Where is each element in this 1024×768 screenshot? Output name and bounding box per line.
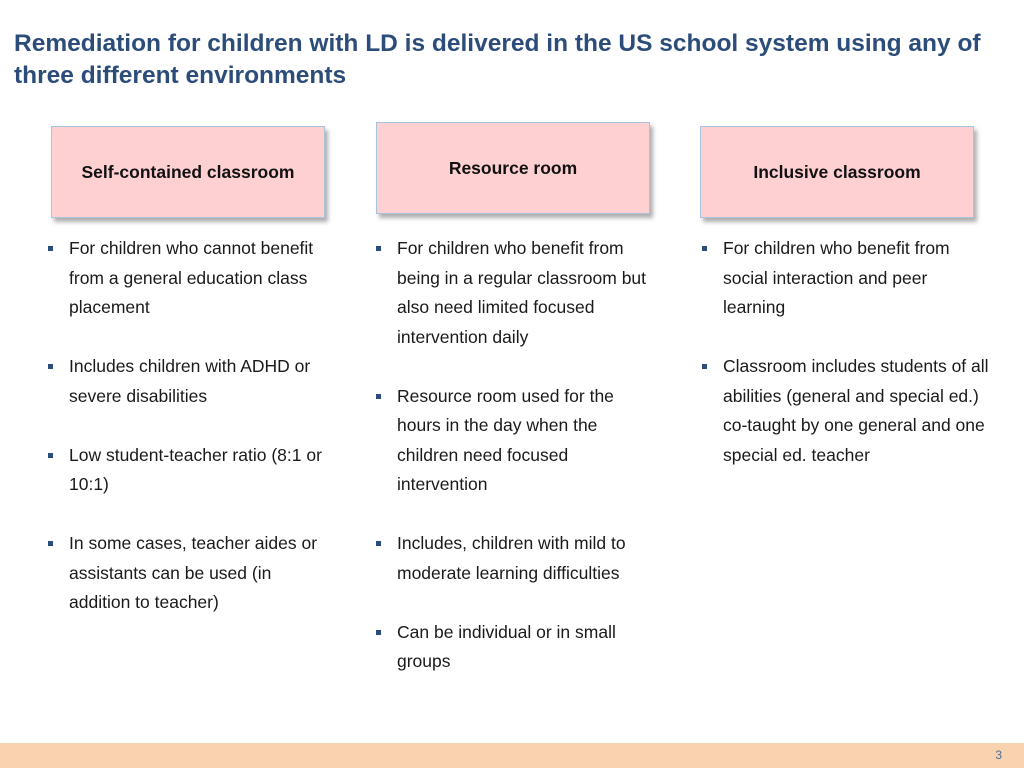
footer-bar xyxy=(0,743,1024,768)
header-label: Inclusive classroom xyxy=(753,161,921,182)
bullet-text: In some cases, teacher aides or assistants can be used (in addition to teacher) xyxy=(69,533,318,612)
header-label: Self-contained classroom xyxy=(81,161,295,182)
bullet-text: Includes children with ADHD or severe disabilities xyxy=(69,356,311,406)
header-label: Resource room xyxy=(448,157,578,178)
bullet-text: Classroom includes students of all abilities (general and special ed.) co-taught by one general and one special ed. teacher xyxy=(723,356,989,465)
list-item xyxy=(372,382,659,500)
bullet-text: For children who cannot benefit from a general education class placement xyxy=(69,238,314,317)
bullet-list xyxy=(44,234,344,647)
list-item xyxy=(44,234,324,323)
bullet-list xyxy=(698,234,998,500)
list-item xyxy=(698,234,993,323)
list-item xyxy=(698,352,999,470)
page-number: 3 xyxy=(995,748,1002,762)
list-item xyxy=(372,234,652,352)
header-box-inclusive xyxy=(700,126,974,218)
bullet-text: Can be individual or in small groups xyxy=(397,621,616,671)
bullet-text: Resource room used for the hours in the day when the children need focused intervention xyxy=(397,385,614,494)
bullet-text: For children who benefit from being in a regular classroom but also need limited focused intervention daily xyxy=(397,238,647,347)
list-item xyxy=(44,441,324,500)
bullet-text: For children who benefit from social interaction and peer learning xyxy=(723,238,950,317)
slide-title: Remediation for children with LD is delivered in the US school system using any of three different environments xyxy=(14,30,981,89)
header-box-self-contained xyxy=(51,126,325,218)
list-item xyxy=(44,352,324,411)
list-item xyxy=(372,618,617,677)
bullet-text: Low student-teacher ratio (8:1 or 10:1) xyxy=(69,444,322,494)
bullet-text: Includes, children with mild to moderate learning difficulties xyxy=(397,533,626,583)
header-box-resource-room xyxy=(376,122,650,214)
list-item xyxy=(44,529,334,618)
list-item xyxy=(372,529,659,588)
bullet-list xyxy=(372,234,672,706)
